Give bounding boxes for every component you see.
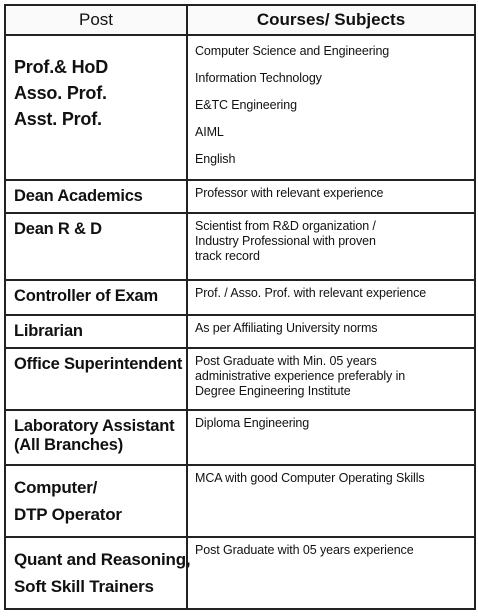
course-line: track record: [195, 249, 260, 264]
course-line: Post Graduate with Min. 05 years: [195, 353, 377, 368]
post-line: Asso. Prof.: [14, 83, 107, 104]
courses-cell: [187, 213, 475, 280]
header-row: [5, 5, 475, 35]
table-row: [5, 465, 475, 537]
post-line: Quant and Reasoning,: [14, 550, 191, 570]
header-courses: Courses/ Subjects: [187, 5, 475, 35]
post-cell: [5, 465, 187, 537]
post-line: Prof.& HoD: [14, 57, 108, 78]
post-cell: [5, 213, 187, 280]
courses-cell: [187, 410, 475, 465]
posts-table: [4, 4, 476, 610]
courses-cell: [187, 180, 475, 213]
post-line: Asst. Prof.: [14, 109, 102, 130]
post-cell: [5, 410, 187, 465]
course-line: Prof. / Asso. Prof. with relevant experience: [195, 285, 427, 300]
post-cell: [5, 35, 187, 180]
post-line: Soft Skill Trainers: [14, 577, 154, 597]
post-cell: [5, 180, 187, 213]
post-line: Dean R & D: [14, 220, 102, 239]
courses-cell: [187, 35, 475, 180]
header-post: Post: [5, 5, 187, 35]
table-row: [5, 180, 475, 213]
courses-cell: [187, 537, 475, 609]
course-line: administrative experience preferably in: [195, 368, 406, 383]
course-line: Diploma Engineering: [195, 416, 310, 431]
table-row: [5, 537, 475, 609]
course-line: Professor with relevant experience: [195, 185, 384, 200]
post-line: Dean Academics: [14, 186, 143, 205]
courses-cell: [187, 315, 475, 347]
post-line: Office Superintendent: [14, 354, 183, 373]
course-line: Post Graduate with 05 years experience: [195, 543, 414, 558]
courses-cell: [187, 465, 475, 537]
course-line: E&TC Engineering: [195, 98, 297, 113]
course-line: Industry Professional with proven: [195, 234, 376, 249]
post-line: Laboratory Assistant: [14, 417, 175, 436]
courses-cell: [187, 348, 475, 410]
courses-cell: [187, 280, 475, 315]
table-row: [5, 315, 475, 347]
course-line: English: [195, 152, 236, 167]
course-line: Degree Engineering Institute: [195, 383, 351, 398]
post-line: (All Branches): [14, 436, 124, 455]
course-line: AIML: [195, 125, 224, 140]
post-line: Librarian: [14, 322, 83, 341]
post-cell: [5, 348, 187, 410]
table-row: [5, 35, 475, 180]
table-row: [5, 280, 475, 315]
table-row: [5, 213, 475, 280]
post-line: Controller of Exam: [14, 286, 159, 305]
table-row: [5, 348, 475, 410]
post-cell: [5, 537, 191, 609]
table-row: [5, 410, 475, 465]
post-line: Computer/: [14, 478, 98, 498]
post-line: DTP Operator: [14, 505, 122, 525]
post-cell: [5, 280, 187, 315]
course-line: Information Technology: [195, 71, 322, 86]
course-line: As per Affiliating University norms: [195, 321, 378, 336]
course-line: Scientist from R&D organization /: [195, 219, 376, 234]
post-cell: [5, 315, 187, 347]
course-line: Computer Science and Engineering: [195, 44, 390, 59]
course-line: MCA with good Computer Operating Skills: [195, 471, 425, 486]
